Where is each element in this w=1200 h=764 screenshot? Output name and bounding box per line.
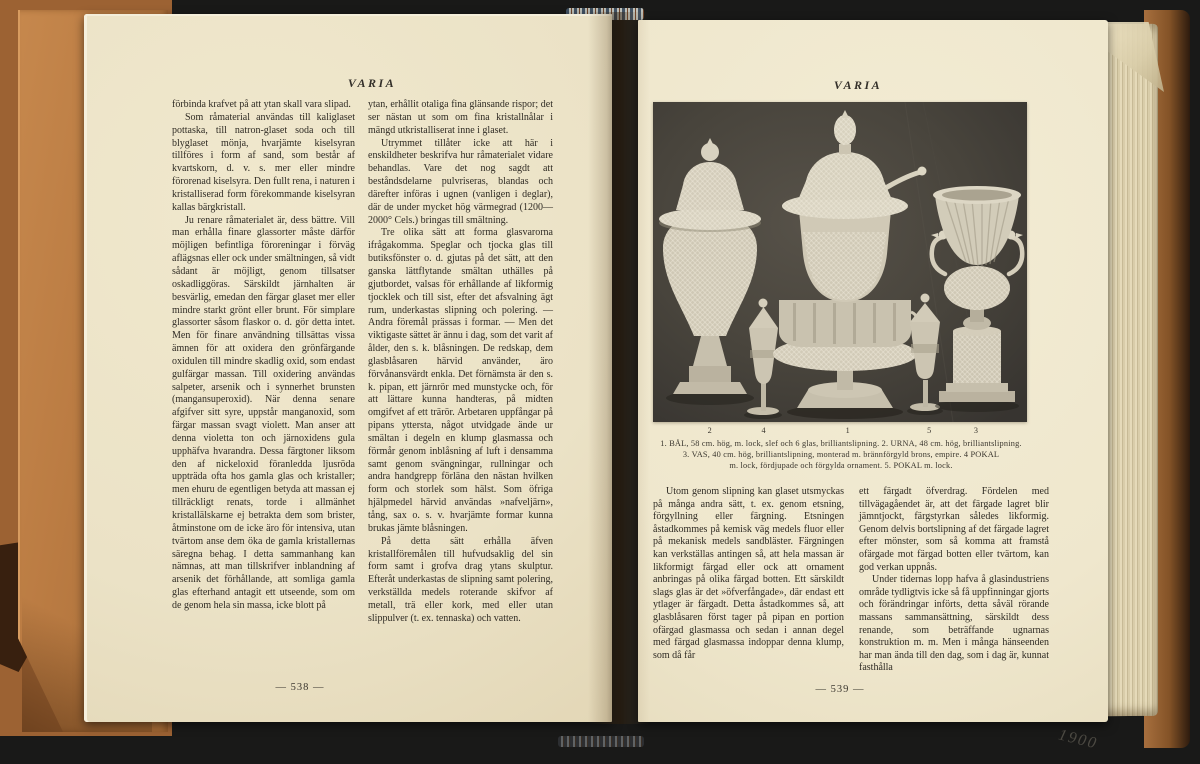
- running-head-right: VARIA: [833, 78, 883, 92]
- figure-caption: [646, 438, 1036, 471]
- figure-item-numbers: [653, 426, 1027, 437]
- paragraph: Utrymmet tillåter icke att här i enskildheter beskrifva hur råmaterialet vidare behandlas. Vare det nog sagdt att beståndsdelarne pulvriseras, blandas och därefter införas i ugnen (vanligen i deglar), där de under mycket hög värmegrad (1200—2000° Cels.) bringas till smältning.: [368, 137, 553, 226]
- figure-caption-line: m. lock, fördjupade och förgylda ornament. 5. POKAL m. lock.: [729, 461, 953, 470]
- paragraph: Utom genom slipning kan glaset utsmyckas på många andra sätt, t. ex. genom etsning, förgyllning eller färgning. Etsningen åstadkommes på kemisk väg medels fluor eller på mekanisk medels sandbläster. Färgningen kan verkställas antingen så, att hela massan är likformigt färgad eller ock att ornament anbringas på olika färgad botten. Ett särskildt slags glas är det »öfverfångade», där endast ett ytlager är färgadt. Detta åstadkommes så, att glasblåsaren först tager på pipan en portion ofärgad glasmassa och sedan i annan degel med färgad glasmassa indoppar denna klump, som då får: [653, 486, 844, 661]
- left-page: [84, 14, 612, 722]
- spine-tailband: [558, 736, 644, 747]
- figure-item-number: 4: [761, 426, 766, 435]
- right-page-column-1: [653, 486, 844, 708]
- left-page-column-2: [368, 99, 553, 684]
- left-page-column-1: [172, 99, 355, 684]
- paragraph: ytan, erhållit otaliga fina glänsande rispor; det ser nästan ut som om fina kristallnålar i mängd utkristalliserat inne i glaset.: [368, 99, 553, 136]
- running-head-left: VARIA: [347, 76, 397, 90]
- right-page: [638, 20, 1108, 722]
- glassware-photo: [653, 102, 1027, 422]
- paragraph: Som råmaterial användas till kaliglaset pottaska, till natron-glaset soda och till blyglaset mönja, hvarjämte kiselsyran tillföres i form af sand, som består af kvartskorn, d. v. s. mer eller mindre förorenad kiselsyra. Den fullt rena, i naturen i kristalliserad form förekommande kiselsyran kallas bärgkristall.: [172, 111, 355, 213]
- glassware-photo-illustration: [653, 102, 1027, 422]
- paragraph: förbinda krafvet på att ytan skall vara slipad.: [172, 99, 351, 110]
- paragraph: Under tidernas lopp hafva å glasindustriens område tydligtvis icke så få uppfinningar gjorts och förändringar införts, detta såväl rörande massans sammansättning, särskildt dess renande, som beträffande ugnarnas konstruktion m. m. Men i många hänseenden har man ända till den dag, som i dag är, kunnat fasthålla: [859, 574, 1049, 674]
- paragraph: På detta sätt erhålla äfven kristallföremålen till hufvudsaklig del sin form samt i grofva drag ytans skulptur. Efteråt underkastas de slipning samt polering, verkställda medels roterande skifvor af metall, trä eller kork, med eller utan slippulver (t. ex. tennaska) och vatten.: [368, 535, 553, 624]
- paragraph: Tre olika sätt att forma glasvarorna ifrågakomma. Speglar och tjocka glas till butiksfönster o. d. gjutas på det sätt, att den ganska lättflytande smältan uthälles på gjutbordet, valsas för erhållande af likformig tjocklek och till sist, efter det afsvalning ägt rum, underkastas slipning och polering. — Andra föremål prässas i formar. — Men det viktigaste sättet är ännu i dag, som det varit af ålder, den s. k. blåsningen. De redskap, dem glasblåsaren härvid använder, äro förvånansvärdt enkla. Det förnämsta är den s. k. pipan, ett järnrör med munstycke och, för att lättare kunna handteras, på midten omgifvet af ett trärör. Arbetaren uppfångar på pipans yttersta, något utvidgade ände ur smältan i degeln en klump glasmassa och förmår genom inblåsning af luft i densamma samt genom svängningar, rullningar och andra handgrepp förläna den nästan hvilken form och storlek som hälst. Som öfriga hjälpmedel härvid användas »nafveljärn», tång, sax o. s. v. hvarjämte formar kunna brukas jämte blåsningen.: [368, 227, 553, 534]
- page-number-539: — 539 —: [815, 684, 865, 695]
- page-number-538: — 538 —: [275, 682, 325, 693]
- figure-caption-line: 3. VAS, 40 cm. hög, brilliantslipning, monterad m. brännförgyld brons, empire. 4 POKAL: [682, 450, 1000, 459]
- pencil-annotation: 1900: [1056, 726, 1100, 753]
- paragraph: ett färgadt öfverdrag. Fördelen med tillvägagåendet är, att det färgade lagret blir jämntjockt, färgstyrkan således likformig. Genom delvis bortslipning af det färgade lagret efter mönster, som så komma att framstå ofärgade mot färgad botten eller tvärtom, kan god verkan uppnås.: [859, 486, 1049, 573]
- figure-caption-line: 1. BÅL, 58 cm. hög, m. lock, slef och 6 glas, brilliantslipning. 2. URNA, 48 cm. hög, brilliantslipning.: [660, 439, 1022, 448]
- right-page-column-2: [859, 486, 1049, 708]
- page-edge-stack: [1100, 24, 1158, 716]
- paragraph: Ju renare råmaterialet är, dess bättre. Vill man erhålla finare glassorter måste därför möjligen befintliga föroreningar i förväg aflägsnas eller ock under smältningen, så vidt sådant är möjligt, genom tillsatser oskadliggöras. Särskildt järnhalten är besvärlig, emedan den färgar glaset mer eller mindre starkt grönt eller brunt. För simplare glassorter såsom flaskor o. d. gör detta intet. Men för finare användning tillsättas vissa ämnen för att oxidera den grönfärgande oxidulen till mindre skadlig oxid, som endast gulfärgar massan. Till oxidering användas salpeter, arsenik och i synnerhet brunsten (mangansuperoxid). När denna senare afgifver sitt syre, uppstår manganoxid, som färgar massan svagt violett. Man anser att denna violetta ton och järnoxidens gula upphäfva hvarandra. Dessa färgtoner liksom den af nickeloxid föranledda ljusröda uppträda ofta hos gamla glas och kristaller; men ehuru de egentligen betyda att massan ej tillräckligt renats, torde i allmänhet kristallälskarne ej betrakta dem som brister, åtminstone om de icke äro för intensiva, utan tvärtom anse dem öka de gamla kristallernas säregna behag. I detta sammanhang kan nämnas, att man tillskrifver inblandning af arsenik det förhållande, att somliga gamla glas efterhand antagit ett utseende, som om de genom hela sin massa, icke blott på: [172, 214, 355, 611]
- figure-item-number: 1: [845, 426, 850, 435]
- figure-item-number: 2: [707, 426, 712, 435]
- figure-item-number: 5: [927, 426, 932, 435]
- figure-item-number: 3: [973, 426, 978, 435]
